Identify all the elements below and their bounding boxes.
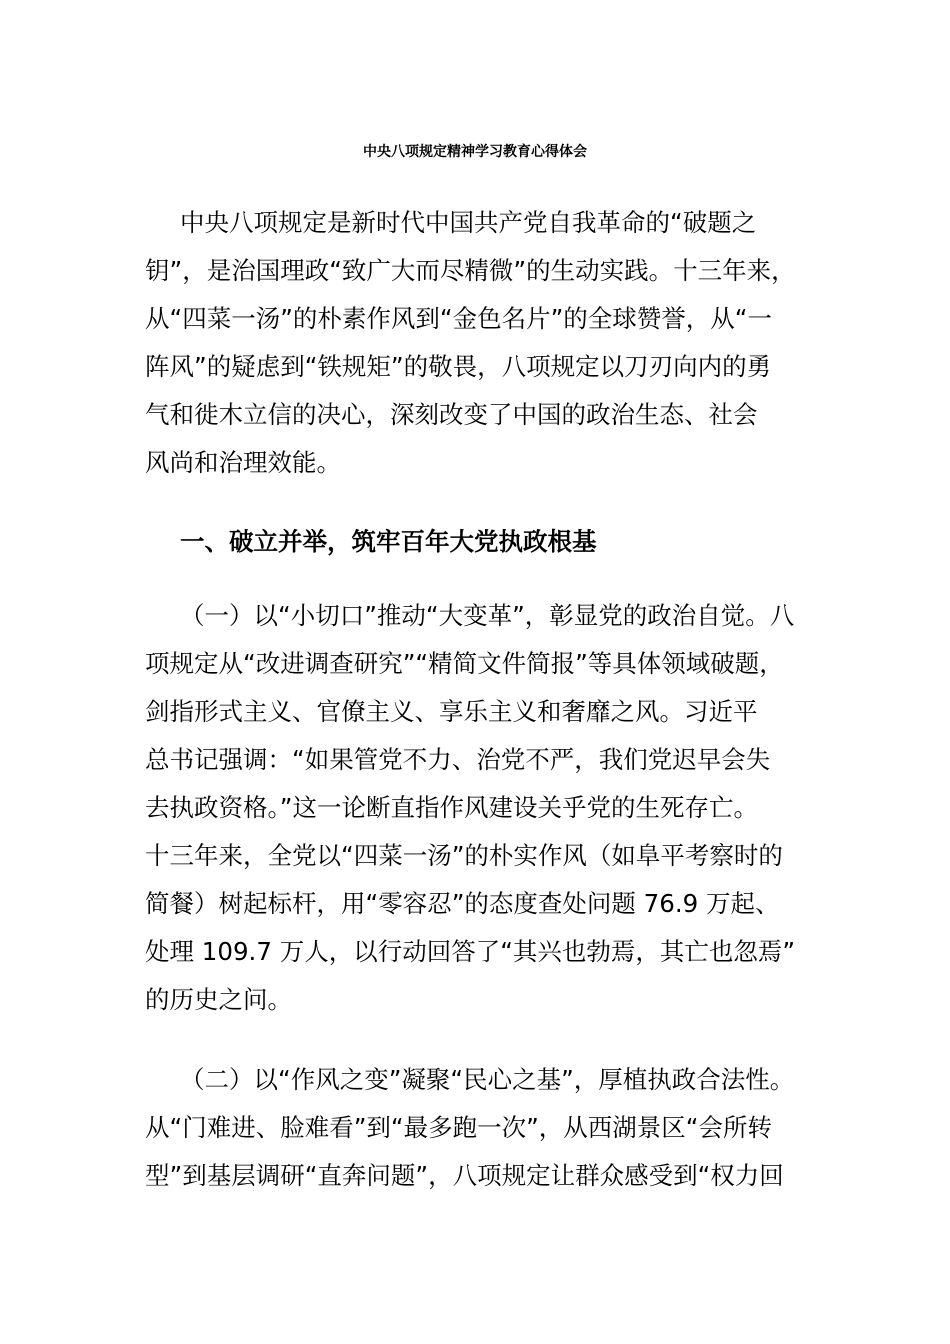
document-title: 中央八项规定精神学习教育心得体会 [363,144,587,160]
paragraph-line: 简餐）树起标杆，用“零容忍”的态度查处问题 76.9 万起、 [145,889,780,918]
intro-line: 风尚和治理效能。 [145,448,341,477]
paragraph-line: 从“门难进、脸难看”到“最多跑一次”，从西湖景区“会所转 [145,1113,772,1142]
paragraph-line: 十三年来，全党以“四菜一汤”的朴实作风（如阜平考察时的 [145,841,783,870]
intro-line: 气和徙木立信的决心，深刻改变了中国的政治生态、社会 [145,400,758,429]
intro-line: 中央八项规定是新时代中国共产党自我革命的“破题之 [180,208,757,237]
intro-line: 从“四菜一汤”的朴素作风到“金色名片”的全球赞誉，从“一 [145,304,772,333]
paragraph-line: （二）以“作风之变”凝聚“民心之基”，厚植执政合法性。 [180,1065,795,1094]
paragraph-line: （一）以“小切口”推动“大变革”，彰显党的政治自觉。八 [180,601,795,630]
paragraph-line: 项规定从“改进调查研究”“精简文件简报”等具体领域破题， [145,649,784,678]
paragraph-line: 处理 109.7 万人，以行动回答了“其兴也勃焉，其亡也忽焉” [145,937,796,966]
intro-line: 钥”，是治国理政“致广大而尽精微”的生动实践。十三年来， [145,256,796,285]
paragraph-line: 去执政资格。”这一论断直指作风建设关乎党的生死存亡。 [145,793,758,822]
paragraph-line: 型”到基层调研“直奔问题”，八项规定让群众感受到“权力回 [145,1161,784,1190]
paragraph-line: 总书记强调：“如果管党不力、治党不严，我们党迟早会失 [145,745,771,774]
intro-line: 阵风”的疑虑到“铁规矩”的敬畏，八项规定以刀刃向内的勇 [145,352,772,381]
section-heading: 一、破立并举，筑牢百年大党执政根基 [180,527,597,556]
paragraph-line: 剑指形式主义、官僚主义、享乐主义和奢靡之风。习近平 [145,697,758,726]
paragraph-line: 的历史之问。 [145,985,292,1014]
